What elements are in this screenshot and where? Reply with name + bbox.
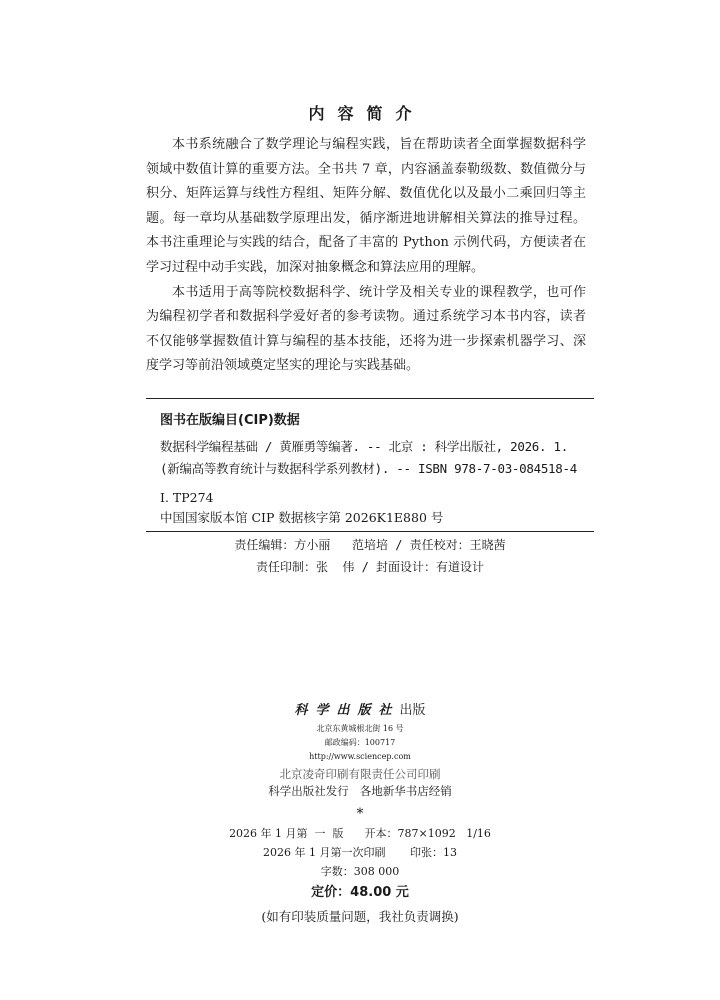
edition-line: 2026 年 1 月第 一 版 开本：787×1092 1/16: [229, 827, 491, 840]
quality-guarantee: (如有印装质量问题，我社负责调换): [261, 909, 459, 924]
cip-heading: 图书在版编目(CIP)数据: [160, 413, 300, 428]
cip-bottom-rule: [146, 531, 594, 532]
intro-paragraph: 本书系统融合了数学理论与编程实践，旨在帮助读者全面掌握数据科学领域中数值计算的重要方法。全书共 7 章，内容涵盖泰勒级数、数值微分与积分、矩阵运算与线性方程组、矩阵分解、数值优化以及最小二乘回归等主题。每一章均从基础数学原理出发，循序渐进地讲解相关算法的推导过程。本书注重理论与实践的结合，配备了丰富的 Python 示例代码，方便读者在学习过程中动手实践，加深对抽象概念和算法应用的理解。: [146, 137, 586, 275]
distribution: 科学出版社发行 各地新华书店经销: [268, 784, 452, 798]
separator-star: *: [356, 806, 364, 822]
publisher-address: 北京东黄城根北街 16 号: [316, 724, 404, 733]
wordcount-line: 字数：308 000: [320, 865, 400, 878]
intro-body: [146, 133, 586, 379]
cip-top-rule: [146, 398, 594, 399]
publisher-name-row: [0, 700, 720, 722]
cip-record-line: 数据科学编程基础 / 黄雁勇等编著. -- 北京 : 科学出版社, 2026. 1.: [160, 439, 568, 454]
printing-line: 2026 年 1 月第一次印刷 印张：13: [263, 846, 457, 859]
credits-editors: 责任编辑：方小丽 范培培 / 责任校对：王晓茜: [234, 538, 506, 552]
printer: 北京凌奇印刷有限责任公司印刷: [279, 767, 441, 781]
cip-block: [146, 398, 594, 532]
cip-classification: Ⅰ. TP274: [160, 490, 214, 505]
credits: [146, 534, 594, 578]
cip-record-line: (新编高等教育统计与数据科学系列教材). -- ISBN 978-7-03-084518-4: [160, 461, 577, 476]
publisher-postcode: 邮政编码：100717: [324, 738, 396, 747]
price: 定价：48.00 元: [311, 885, 409, 900]
cip-number: 中国国家版本馆 CIP 数据核字第 2026K1E880 号: [160, 510, 444, 525]
publisher-logo: 科学出版社: [294, 703, 400, 718]
publisher-block: [0, 700, 720, 929]
credits-production: 责任印制：张 伟 / 封面设计：有道设计: [255, 560, 485, 574]
intro-title: 内容简介: [308, 104, 425, 123]
publisher-publishes: 出版: [399, 703, 426, 718]
publisher-website: http://www.sciencep.com: [309, 752, 411, 761]
intro-paragraph: 本书适用于高等院校数据科学、统计学及相关专业的课程教学，也可作为编程初学者和数据科学爱好者的参考读物。通过系统学习本书内容，读者不仅能够掌握数值计算与编程的基本技能，还将为进一步探索机器学习、深度学习等前沿领域奠定坚实的理论与实践基础。: [146, 284, 586, 374]
